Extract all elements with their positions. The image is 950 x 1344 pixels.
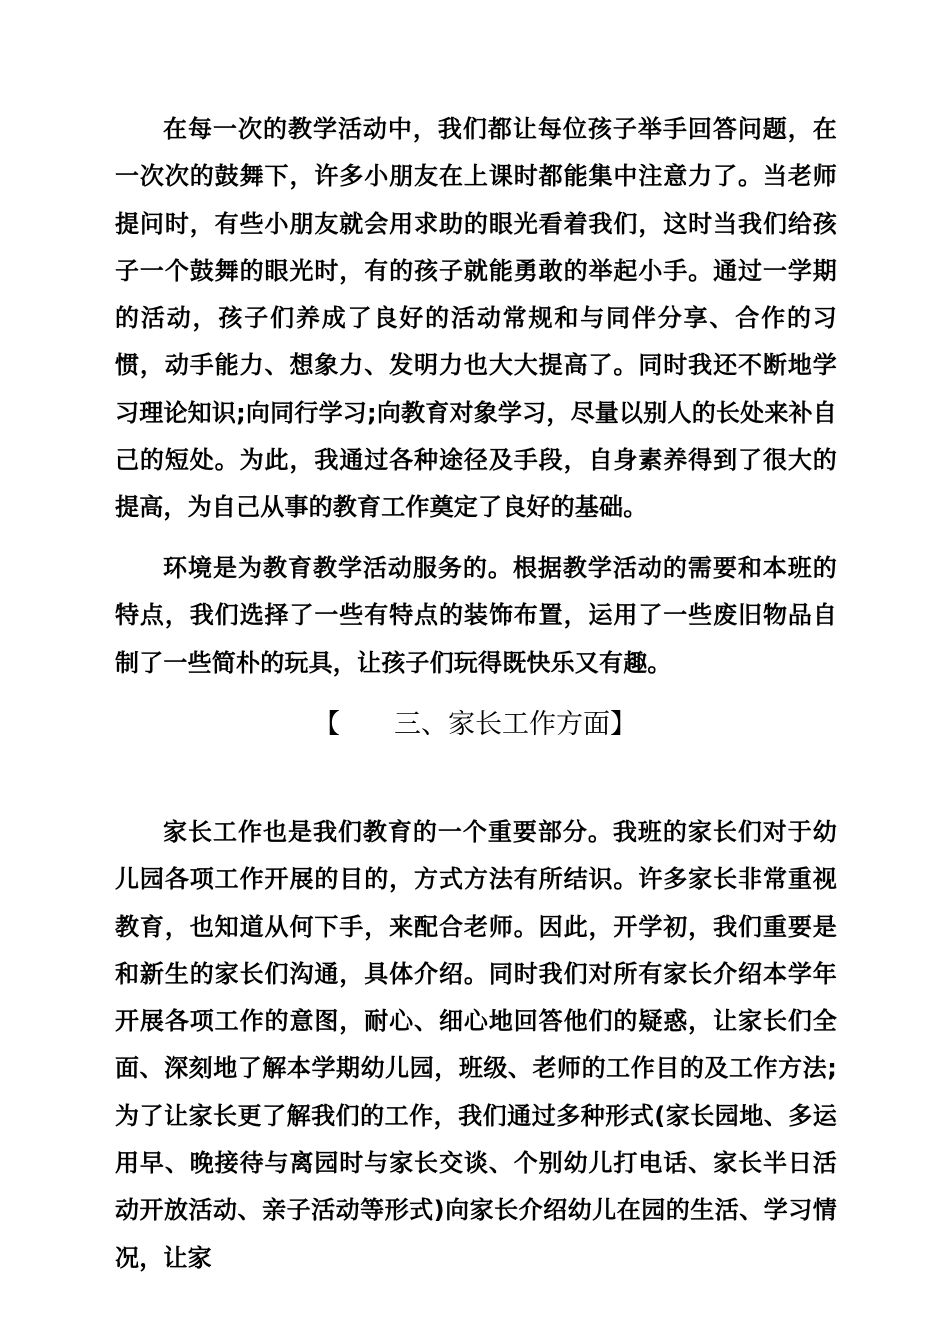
section-heading-parent-work: 【 三、家长工作方面】	[313, 709, 637, 740]
paragraph-environment: 环境是为教育教学活动服务的。根据教学活动的需要和本班的特点，我们选择了一些有特点的装饰布置，运用了一些废旧物品自制了一些简朴的玩具，让孩子们玩得既快乐又有趣。	[115, 554, 837, 677]
paragraph-teaching-activities: 在每一次的教学活动中，我们都让每位孩子举手回答问题，在一次次的鼓舞下，许多小朋友在上课时都能集中注意力了。当老师提问时，有些小朋友就会用求助的眼光看着我们，这时当我们给孩子一个鼓舞的眼光时，有的孩子就能勇敢的举起小手。通过一学期的活动，孩子们养成了良好的活动常规和与同伴分享、合作的习惯，动手能力、想象力、发明力也大大提高了。同时我还不断地学习理论知识;向同行学习;向教育对象学习，尽量以别人的长处来补自己的短处。为此，我通过各种途径及手段，自身素养得到了很大的提高，为自己从事的教育工作奠定了良好的基础。	[115, 115, 837, 522]
paragraph-parent-work: 家长工作也是我们教育的一个重要部分。我班的家长们对于幼儿园各项工作开展的目的，方式方法有所结识。许多家长非常重视教育，也知道从何下手，来配合老师。因此，开学初，我们重要是和新生的家长们沟通，具体介绍。同时我们对所有家长介绍本学年开展各项工作的意图，耐心、细心地回答他们的疑惑，让家长们全面、深刻地了解本学期幼儿园，班级、老师的工作目的及工作方法;为了让家长更了解我们的工作，我们通过多种形式(家长园地、多运用早、晚接待与离园时与家长交谈、个别幼儿打电话、家长半日活动开放活动、亲子活动等形式)向家长介绍幼儿在园的生活、学习情况，让家	[115, 818, 837, 1272]
